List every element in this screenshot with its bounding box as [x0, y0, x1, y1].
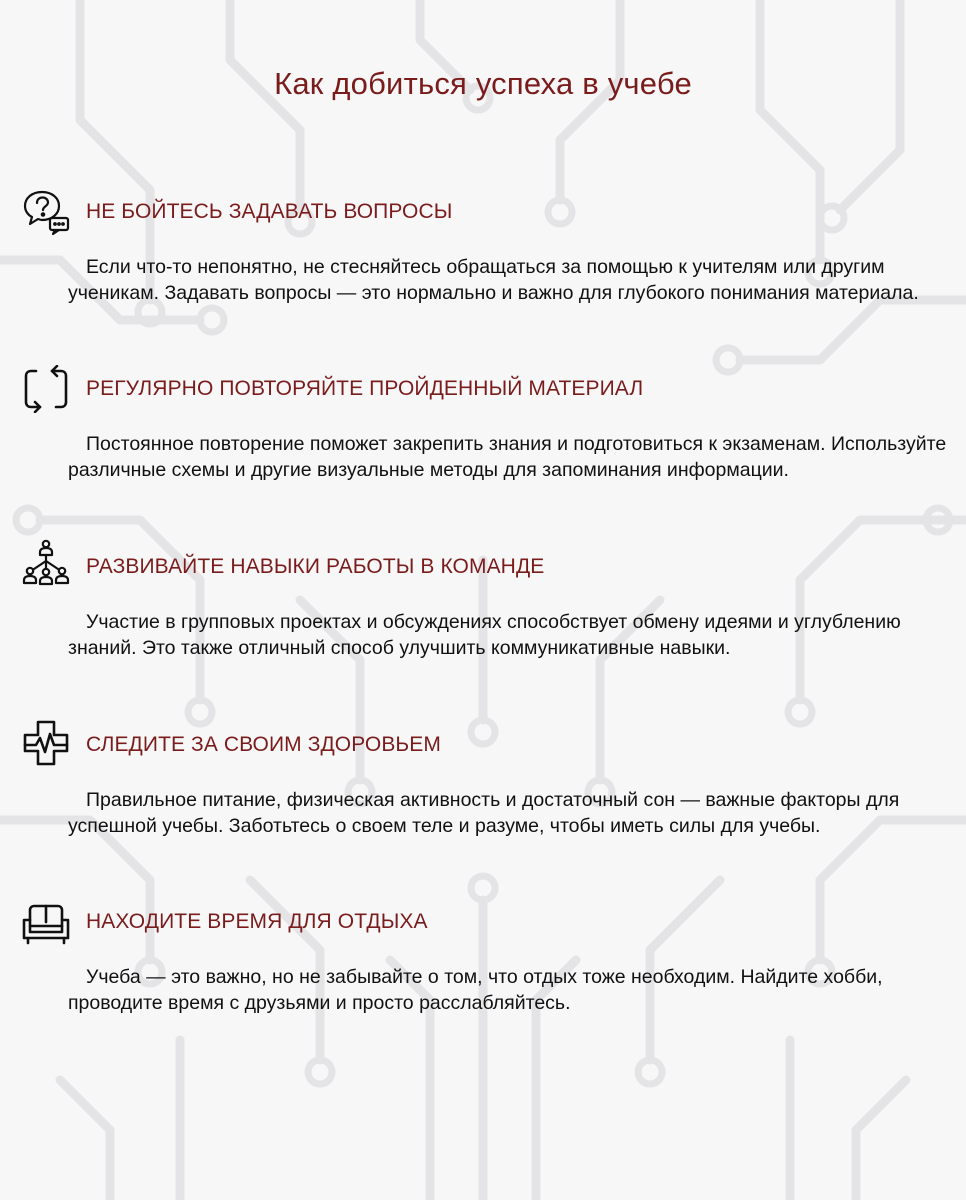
section-heading: НЕ БОЙТЕСЬ ЗАДАВАТЬ ВОПРОСЫ	[86, 200, 453, 223]
section-text: Правильное питание, физическая активность и достаточный сон — важные факторы для успешной учебы. Заботьтесь о своем теле и разуме, чтобы иметь силы для учебы.	[68, 789, 900, 837]
page-title: Как добиться успеха в учебе	[274, 66, 692, 101]
section-heading: СЛЕДИТЕ ЗА СВОИМ ЗДОРОВЬЕМ	[86, 733, 442, 756]
team-hierarchy-icon	[22, 539, 70, 587]
section-heading: РАЗВИВАЙТЕ НАВЫКИ РАБОТЫ В КОМАНДЕ	[86, 555, 545, 578]
section-heading: НАХОДИТЕ ВРЕМЯ ДЛЯ ОТДЫХА	[86, 910, 428, 933]
question-chat-icon	[22, 188, 70, 236]
section-text: Учеба — это важно, но не забывайте о том, что отдых тоже необходим. Найдите хобби, проводите время с друзьями и просто расслабляйтесь.	[68, 966, 883, 1014]
section-text: Если что-то непонятно, не стесняйтесь обращаться за помощью к учителям или другим ученикам. Задавать вопросы — это нормально и важно для глубокого понимания материала.	[68, 256, 919, 304]
section-heading: РЕГУЛЯРНО ПОВТОРЯЙТЕ ПРОЙДЕННЫЙ МАТЕРИАЛ	[86, 377, 644, 400]
section-text: Участие в групповых проектах и обсуждениях способствует обмену идеями и углублению знаний. Это также отличный способ улучшить коммуникативные навыки.	[68, 611, 901, 659]
sofa-icon	[22, 900, 70, 948]
section-text: Постоянное повторение поможет закрепить знания и подготовиться к экзаменам. Используйте различные схемы и другие визуальные методы для запоминания информации.	[68, 433, 947, 481]
repeat-arrows-icon	[22, 365, 70, 413]
health-cross-icon	[22, 719, 70, 767]
